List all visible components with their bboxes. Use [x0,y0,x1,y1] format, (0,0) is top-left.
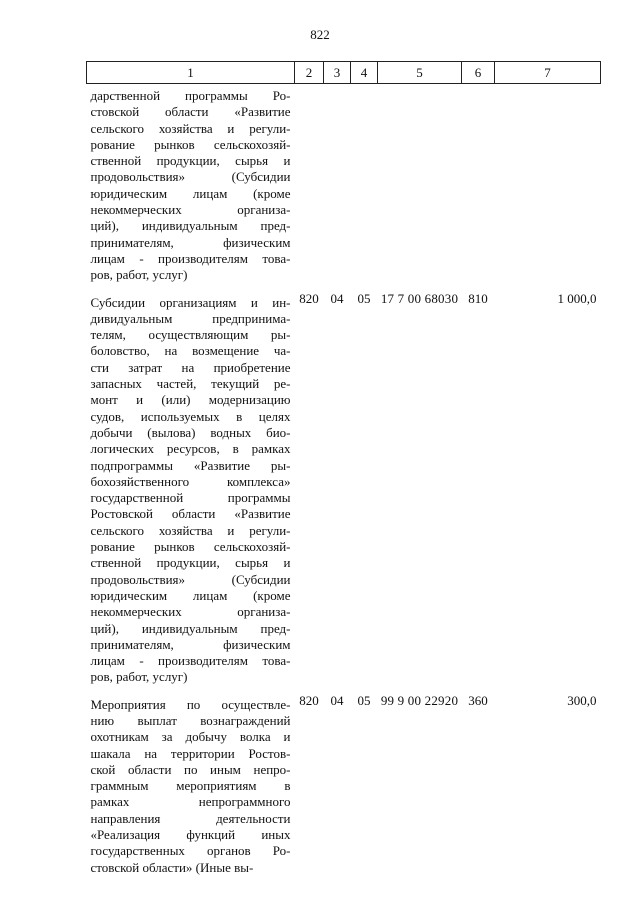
section-code: 04 [330,692,344,708]
description-line: телям, осуществляющим ры- [90,327,291,343]
column-header-2: 2 [295,62,324,84]
description-line: некоммерческих организа- [90,202,291,218]
description-line: направления деятельности [90,810,291,826]
description-line: дарственной программы Ро- [90,88,291,103]
description-line: граммным мероприятиям в [90,778,291,794]
description-line: государственной программы [90,490,291,506]
budget-table [86,61,601,883]
description-line: лицам - производителям това- [90,653,291,669]
description-line: дивидуальным предпринима- [90,310,291,326]
amount: 1 000,0 [557,290,597,306]
ministry-code: 820 [299,290,319,306]
description-line: сти затрат на приобретение [90,359,291,375]
description-line: стовской области «Развитие [90,104,291,120]
description-line: монт и (или) модернизацию [90,392,291,408]
expense-type-code [462,84,495,291]
description-line: государственных органов Ро- [90,843,291,859]
description-line: добычи (вылова) водных био- [90,424,291,440]
description-line: запасных частей, текущий ре- [90,376,291,392]
description-line: ций), индивидуальным пред- [90,218,291,234]
subsection-code [351,84,378,291]
expense-type-code: 360 [468,692,488,708]
description-line: ственной продукции, сырья и [90,153,291,169]
subsection-code: 05 [357,290,371,306]
description-line: рование рынков сельскохозяй- [90,539,291,555]
column-header-5: 5 [378,62,462,84]
description-line: ственной продукции, сырья и [90,555,291,571]
column-header-7: 7 [495,62,601,84]
description-line: судов, используемых в целях [90,408,291,424]
description-line: юридическим лицам (кроме [90,587,291,603]
description-line: сельского хозяйства и регули- [90,522,291,538]
ministry-code [295,84,324,291]
column-header-6: 6 [462,62,495,84]
target-code [378,84,462,291]
table-row [87,291,601,693]
column-header-1: 1 [87,62,295,84]
target-code: 17 7 00 68030 [380,290,459,306]
description-line: принимателям, физическим [90,234,291,250]
description-line: стовской области» (Иные вы- [90,859,254,875]
row-description [87,291,295,693]
description-line: шакала на территории Ростов- [90,745,291,761]
expense-type-code: 810 [468,290,488,306]
description-line: ций), индивидуальным пред- [90,620,291,636]
description-line: бохозяйственного комплекса» [90,473,291,489]
description-line: Мероприятия по осуществле- [90,696,291,712]
description-line: продовольствия» (Субсидии [90,571,291,587]
description-line: сельского хозяйства и регули- [90,120,291,136]
description-line: ров, работ, услуг) [90,669,188,685]
description-line: подпрограммы «Развитие ры- [90,457,291,473]
description-line: охотникам за добычу волка и [90,729,291,745]
column-header-4: 4 [351,62,378,84]
section-code: 04 [330,290,344,306]
subsection-code: 05 [357,692,371,708]
description-line: нию выплат вознаграждений [90,712,291,728]
description-line: ров, работ, услуг) [90,267,188,283]
amount [495,84,601,291]
row-description [87,693,295,883]
description-line: «Реализация функций иных [90,827,291,843]
ministry-code: 820 [299,692,319,708]
section-code [324,84,351,291]
description-line: некоммерческих организа- [90,604,291,620]
description-line: лицам - производителям това- [90,250,291,266]
header-row [87,62,601,84]
target-code: 99 9 00 22920 [380,692,459,708]
description-line: Ростовской области «Развитие [90,506,291,522]
description-line: рамках непрограммного [90,794,291,810]
table-row [87,693,601,883]
description-line: боловство, на возмещение ча- [90,343,291,359]
description-line: принимателям, физическим [90,636,291,652]
description-line: ской области по иным непро- [90,761,291,777]
page-number: 822 [310,27,330,42]
description-line: продовольствия» (Субсидии [90,169,291,185]
table-row [87,84,601,291]
amount: 300,0 [567,692,597,708]
column-header-3: 3 [324,62,351,84]
description-line: логических ресурсов, в рамках [90,441,291,457]
row-description [87,84,295,291]
description-line: юридическим лицам (кроме [90,185,291,201]
description-line: рование рынков сельскохозяй- [90,136,291,152]
description-line: Субсидии организациям и ин- [90,294,291,310]
